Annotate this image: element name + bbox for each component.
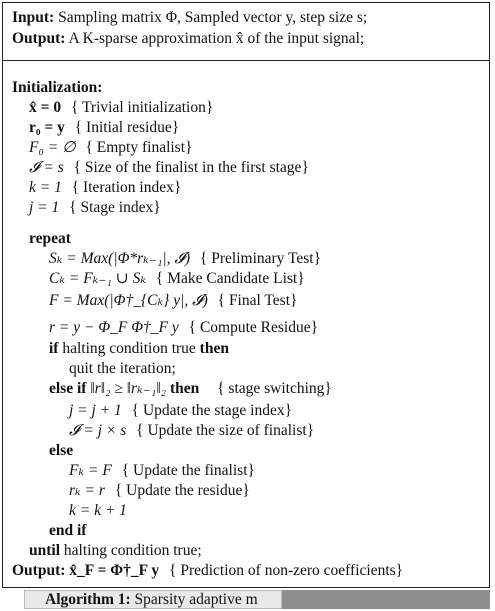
stage-comment: { Update the stage index} (131, 402, 293, 419)
init-expr: k = 1 (29, 179, 62, 196)
input-text: Sampling matrix Φ, Sampled vector y, step size s; (58, 9, 368, 26)
caption-label: Algorithm 1: (45, 591, 131, 608)
repeat-keyword: repeat (29, 230, 71, 247)
elseif-keyword: else if (49, 380, 87, 397)
input-line (12, 8, 367, 28)
loop-line-3 (49, 291, 297, 311)
init-expr: j = 1 (29, 199, 60, 216)
caption-overlay (282, 590, 490, 609)
init-line-5 (29, 178, 181, 198)
else-keyword: else (49, 442, 74, 459)
else-expr: Fₖ = F (69, 462, 112, 479)
loop-expr: F = Max(|Φ†_{Cₖ} y|, 𝓘) (49, 292, 208, 309)
loop-line-4 (49, 318, 318, 338)
elseif-comment: { stage switching} (217, 380, 332, 397)
stage-expr: 𝓘 = j × s (69, 422, 127, 439)
init-expr: 𝓘 = s (29, 159, 64, 176)
loop-comment: { Final Test} (217, 292, 298, 309)
stage-expr: j = j + 1 (69, 402, 122, 419)
init-comment: { Iteration index} (71, 179, 182, 196)
else-expr: k = k + 1 (69, 502, 127, 519)
algorithm-caption (24, 590, 282, 609)
stage-line-2 (69, 421, 314, 441)
loop-expr: r = y − Φ_F Φ†_F y (49, 319, 179, 336)
init-expr: x̂ = 0 (29, 99, 62, 116)
final-output-line (12, 561, 403, 581)
algorithm-header (3, 3, 489, 61)
init-comment: { Size of the finalist in the first stage} (73, 159, 309, 176)
init-label: Initialization: (12, 79, 103, 96)
init-expr: F₀ = ∅ (29, 139, 76, 156)
if-keyword: if (49, 340, 59, 357)
if-condition: halting condition true (62, 340, 196, 357)
output-label: Output: (12, 30, 66, 47)
init-comment: { Initial residue} (74, 119, 180, 136)
else-comment: { Update the finalist} (121, 462, 255, 479)
final-output-comment: { Prediction of non-zero coefficients} (169, 562, 404, 579)
algorithm-box (2, 2, 490, 588)
init-line-2 (29, 118, 179, 138)
init-line-1 (29, 98, 213, 118)
init-line-4 (29, 158, 309, 178)
input-label: Input: (12, 9, 55, 26)
quit-line: quit the iteration; (69, 360, 176, 377)
loop-line-1 (49, 249, 321, 269)
loop-comment: { Preliminary Test} (199, 250, 322, 267)
final-output-label: Output: (12, 562, 66, 579)
init-line-3 (29, 138, 192, 158)
loop-comment: { Make Candidate List} (155, 270, 305, 287)
stage-comment: { Update the size of finalist} (136, 422, 315, 439)
init-comment: { Trivial initialization} (70, 99, 214, 116)
endif-keyword: end if (49, 522, 87, 539)
caption-text: Sparsity adaptive m (134, 591, 258, 608)
else-expr: rₖ = r (69, 482, 105, 499)
init-expr: r₀ = y (29, 119, 65, 136)
loop-line-2 (49, 269, 305, 289)
else-line-1 (69, 461, 255, 481)
until-condition: halting condition true; (63, 542, 202, 559)
else-line-2 (69, 481, 250, 501)
init-line-6 (29, 198, 161, 218)
loop-expr: Sₖ = Max(|Φ*rₖ₋₁|, 𝓘) (49, 250, 191, 267)
stage-line-1 (69, 401, 292, 421)
loop-expr: Cₖ = Fₖ₋₁ ∪ Sₖ (49, 270, 147, 287)
else-line-3 (69, 501, 127, 521)
output-text: A K-sparse approximation x̂ of the input signal; (68, 30, 365, 47)
init-comment: { Empty finalist} (85, 139, 193, 156)
loop-comment: { Compute Residue} (188, 319, 319, 336)
init-comment: { Stage index} (69, 199, 161, 216)
if-line (49, 339, 229, 359)
then-keyword: then (199, 340, 229, 357)
final-output-expr: x̂_F = Φ†_F y (69, 562, 160, 579)
until-line (29, 541, 202, 561)
then-keyword: then (169, 380, 200, 397)
output-line (12, 29, 364, 49)
else-comment: { Update the residue} (114, 482, 250, 499)
until-keyword: until (29, 542, 61, 559)
elseif-condition: ‖r‖₂ ≥ ‖rₖ₋₁‖₂ (90, 380, 167, 397)
elseif-line (49, 379, 332, 399)
